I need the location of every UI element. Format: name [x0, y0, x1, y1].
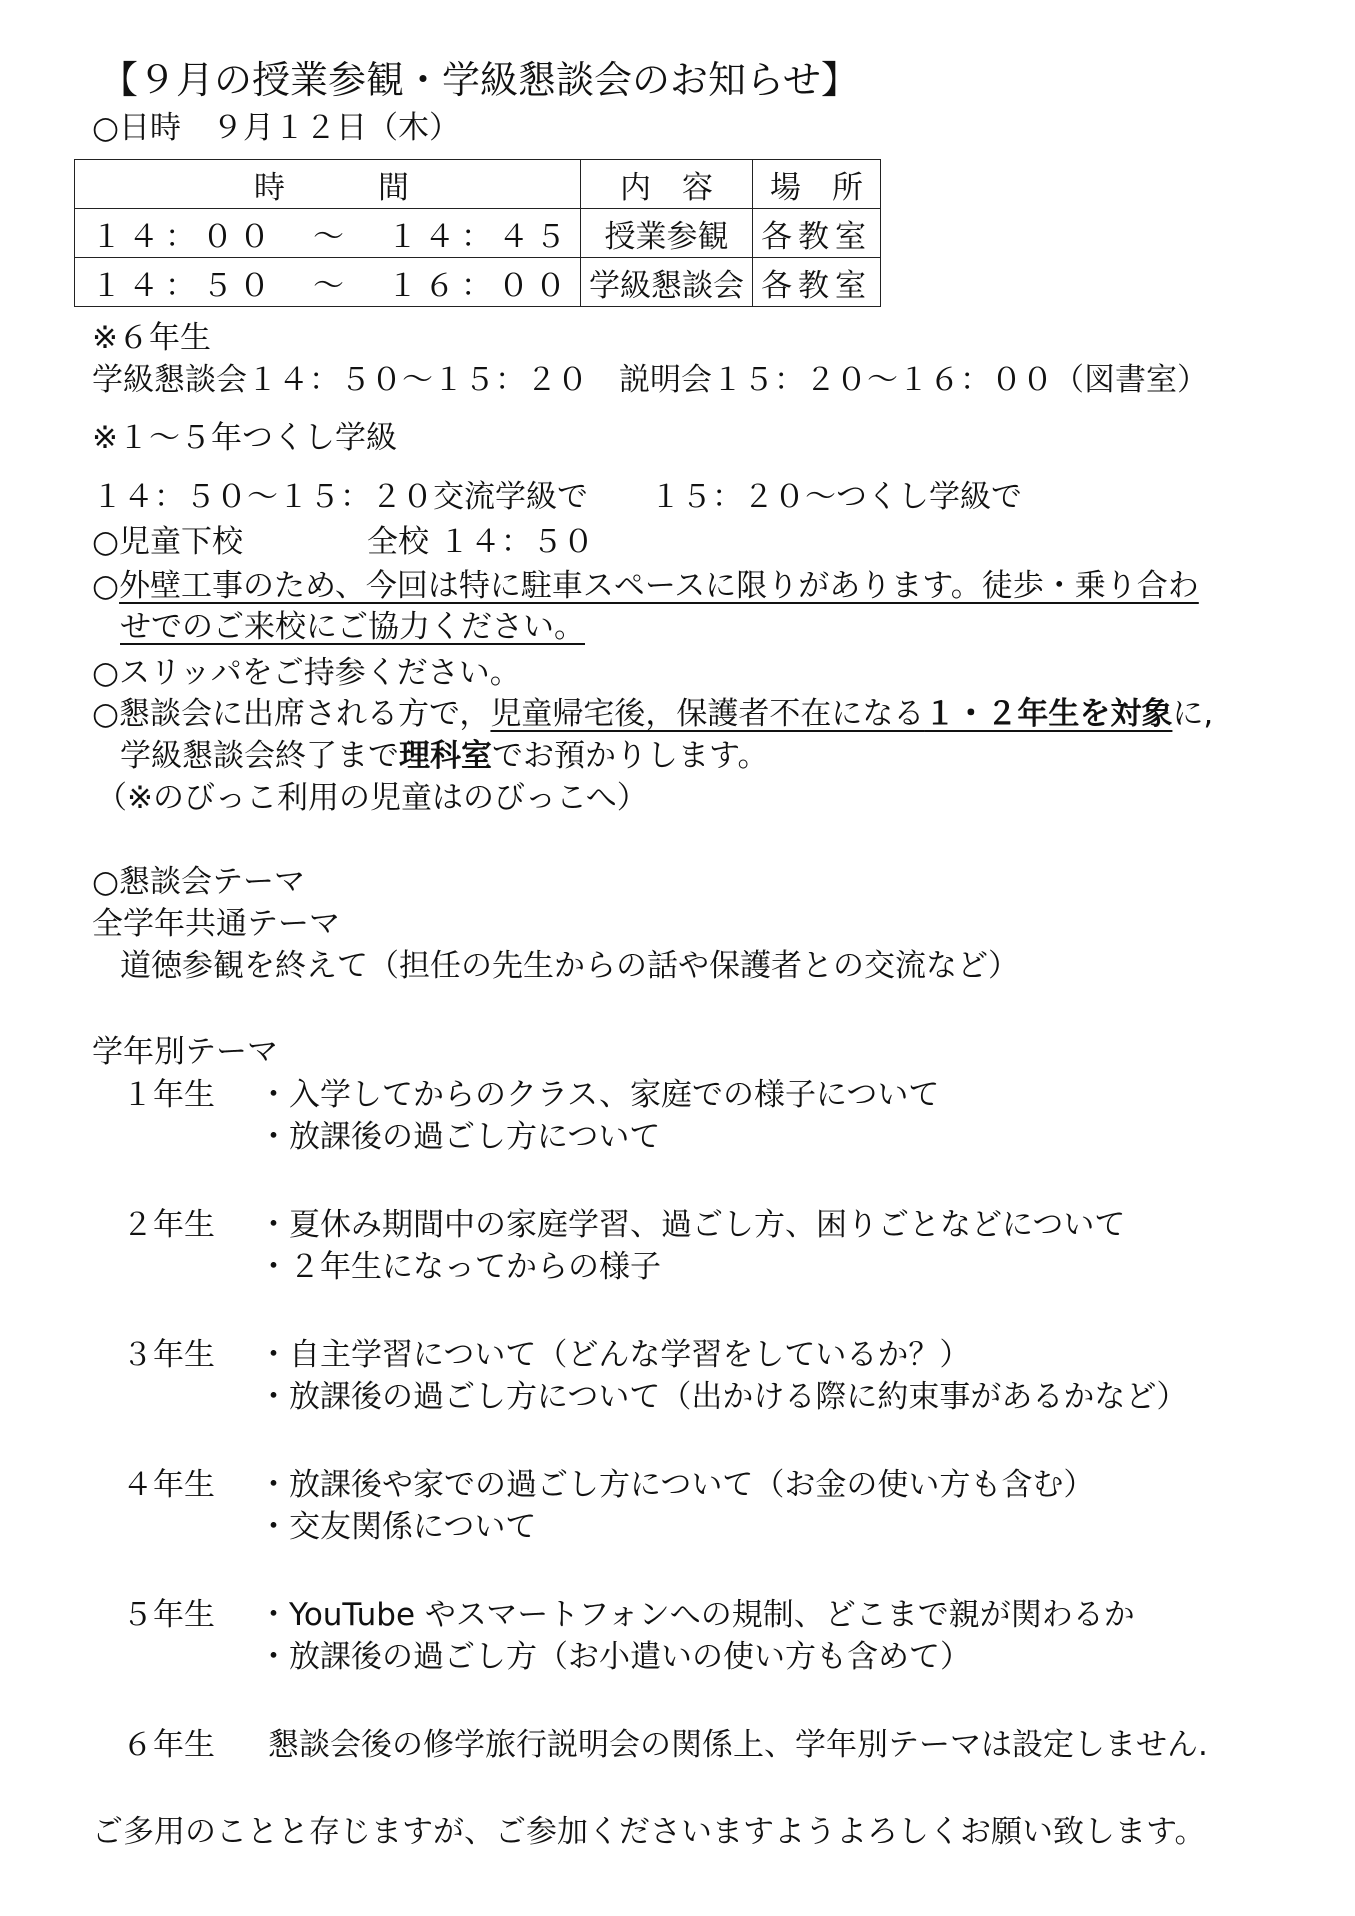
- row-place: 各教室: [753, 258, 881, 307]
- childcare-line-2: 学級懇談会終了まで理科室でお預かりします。: [120, 738, 769, 774]
- dismissal-line: ○児童下校 全校 １４：５０: [92, 524, 594, 560]
- grade-5-item: ・YouTube やスマートフォンへの規制、どこまで親が関わるか: [258, 1597, 1135, 1633]
- childcare-line-1: ○懇談会に出席される方で，児童帰宅後，保護者不在になる１・２年生を対象に,: [92, 696, 1214, 732]
- grade-2-item: ・２年生になってからの様子: [258, 1249, 661, 1285]
- grade-6-item: 懇談会後の修学旅行説明会の関係上、学年別テーマは設定しません.: [268, 1727, 1208, 1763]
- childcare-line-3: （※のびっこ利用の児童はのびっこへ）: [96, 780, 648, 816]
- row-time: １４：００ ～ １４：４５: [75, 209, 581, 258]
- grade-6-label: ６年生: [122, 1727, 215, 1763]
- schedule-row: [75, 258, 881, 307]
- grade-2-item: ・夏休み期間中の家庭学習、過ごし方、困りごとなどについて: [258, 1207, 1126, 1243]
- row-content: 授業参観: [581, 209, 753, 258]
- grade-4-item: ・放課後や家での過ごし方について（お金の使い方も含む）: [258, 1467, 1095, 1503]
- schedule-table: [74, 159, 881, 307]
- parking-text-1: 外壁工事のため、今回は特に駐車スペースに限りがあります。徒歩・乗り合わ: [119, 568, 1199, 604]
- header-time: 時 間: [75, 160, 581, 209]
- grade-1-label: １年生: [122, 1077, 215, 1113]
- grade-3-label: ３年生: [122, 1337, 215, 1373]
- notice-title: 【９月の授業参観・学級懇談会のお知らせ】: [100, 58, 859, 102]
- date-line: ○日時 ９月１２日（木）: [92, 110, 461, 146]
- row-content: 学級懇談会: [581, 258, 753, 307]
- grade-4-label: ４年生: [122, 1467, 215, 1503]
- closing-line: ご多用のことと存じますが、ご参加くださいますようよろしくお願い致します。: [92, 1814, 1206, 1850]
- grade-3-item: ・放課後の過ごし方について（出かける際に約束事があるかなど）: [258, 1379, 1188, 1415]
- row-time: １４：５０ ～ １６：００: [75, 258, 581, 307]
- tsukushi-label: ※１～５年つくし学級: [92, 420, 397, 456]
- schedule-row: [75, 209, 881, 258]
- grade-1-item: ・入学してからのクラス、家庭での様子について: [258, 1077, 940, 1113]
- common-theme-label: 全学年共通テーマ: [92, 906, 340, 942]
- grade6-text: 学級懇談会１４：５０～１５：２０ 説明会１５：２０～１６：００（図書室）: [92, 362, 1208, 398]
- grade-theme-label: 学年別テーマ: [92, 1034, 278, 1070]
- schedule-header-row: [75, 160, 881, 209]
- common-theme-text: 道徳参観を終えて（担任の先生からの話や保護者との交流など）: [120, 948, 1019, 984]
- grade6-label: ※６年生: [92, 320, 211, 356]
- header-place: 場 所: [753, 160, 881, 209]
- grade-5-label: ５年生: [122, 1597, 215, 1633]
- grade-5-item: ・放課後の過ごし方（お小遣いの使い方も含めて）: [258, 1639, 971, 1675]
- slippers-line: ○スリッパをご持参ください。: [92, 655, 521, 691]
- row-place: 各教室: [753, 209, 881, 258]
- grade-2-label: ２年生: [122, 1207, 215, 1243]
- parking-text-2: せでのご来校にご協力ください。: [120, 609, 585, 645]
- theme-heading: ○懇談会テーマ: [92, 864, 306, 900]
- bullet-circle: ○: [92, 568, 120, 604]
- header-content: 内 容: [581, 160, 753, 209]
- grade-4-item: ・交友関係について: [258, 1509, 537, 1545]
- grade-3-item: ・自主学習について（どんな学習をしているか？）: [258, 1337, 971, 1373]
- tsukushi-text: １４：５０～１５：２０交流学級で １５：２０～つくし学級で: [92, 479, 1022, 515]
- grade-1-item: ・放課後の過ごし方について: [258, 1119, 661, 1155]
- parking-line-2: [120, 607, 585, 647]
- parking-line-1: [92, 566, 1199, 606]
